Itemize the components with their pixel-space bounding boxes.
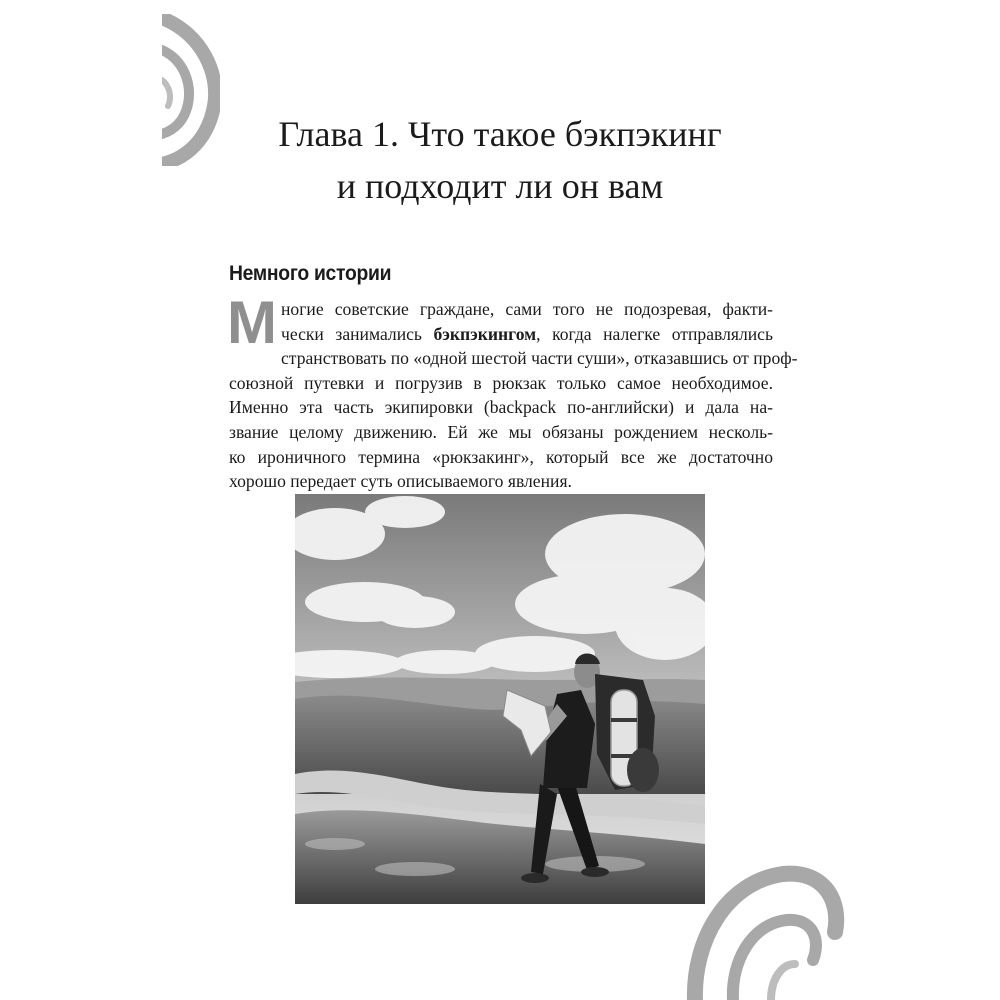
paragraph-line-4: союзной путевки и погрузив в рюкзак только самое необходимое. — [229, 372, 773, 393]
paragraph-line-7: ко ироничного термина «рюкзакинг», который все же достаточно — [229, 446, 773, 467]
decorative-swirl-bottom — [685, 852, 845, 1000]
paragraph-line-3: странствовать по «одной шестой части суши», отказавшись от проф- — [280, 348, 798, 369]
paragraph-line-2 — [229, 322, 773, 347]
line-2-end: , когда налегке отправлялись — [536, 323, 773, 344]
paragraph-line-1: ногие советские граждане, сами того не подозревая, факти- — [280, 299, 773, 319]
drop-cap: М — [227, 289, 277, 356]
section-heading: Немного истории — [229, 262, 392, 285]
backpacker-illustration — [295, 494, 705, 904]
chapter-title-line-1: Глава 1. Что такое бэкпэкинг — [278, 114, 722, 154]
chapter-title-line-2: и подходит ли он вам — [336, 166, 664, 206]
paragraph-line-6: звание целому движению. Ей же мы обязаны рождением несколь- — [229, 421, 773, 442]
paragraph-line-5: Именно эта часть экипировки (backpack по-английски) и дала на- — [229, 397, 773, 418]
line-2-start: чески занимались — [280, 323, 434, 344]
backpacker-photo — [295, 494, 705, 904]
body-paragraph — [227, 289, 798, 494]
chapter-title — [160, 108, 840, 212]
bold-term: бэкпэкингом — [433, 323, 537, 344]
paragraph-line-8: хорошо передает суть описываемого явления. — [229, 471, 572, 492]
